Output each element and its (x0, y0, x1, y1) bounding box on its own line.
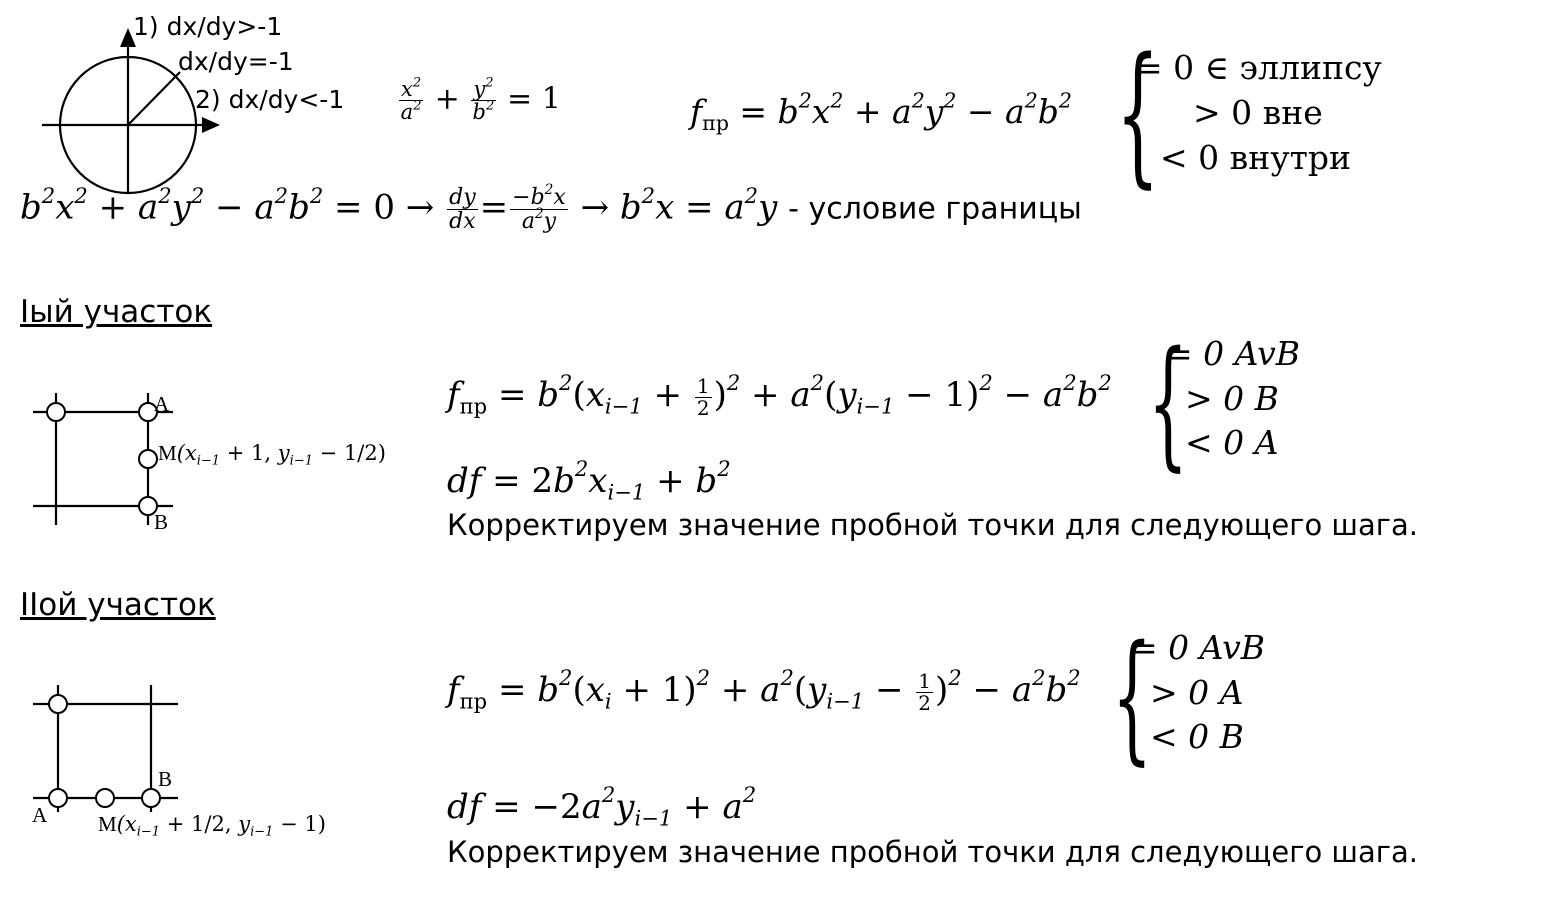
ellipse-equation: $\frac{x^2}{a^2}$ + $\frac{y^2}{b^2}$ = 1 (400, 75, 561, 125)
region-2-label: 2) dx/dy<-1 (195, 85, 345, 114)
section1-case-positive: > 0 B (1185, 379, 1279, 418)
midpoint-m (96, 789, 114, 807)
section2-case-negative: < 0 B (1150, 717, 1244, 756)
section2-case-positive: > 0 A (1150, 673, 1244, 712)
section1-cases-brace: { (1148, 322, 1189, 485)
arrow-1: → (405, 187, 435, 228)
point-a (49, 789, 67, 807)
fpr-definition: $f_{пр} = b^2x^2 + a^2y^2 - a^2b^2$ (690, 88, 1072, 136)
section1-df: df = $2b^2x_{i-1} + b^2$ (447, 456, 731, 505)
fpr-subscript: пр (702, 111, 729, 136)
section1-note: Корректируем значение пробной точки для следующего шага. (447, 508, 1418, 542)
boundary-equation: $b^2x^2 + a^2y^2 - a^2b^2 = 0$ → $\frac{dy}{dx}$ = $\frac{-b^2x}{a^2y}$ → $b^2x = a^2y$ - условие границы (20, 181, 1082, 235)
midpoint-m (139, 450, 157, 468)
boundary-slope-label: dx/dy=-1 (178, 47, 294, 76)
section1-case-negative: < 0 A (1185, 423, 1279, 462)
section1-fpr: $f_{пр} = b^2(x_{i-1}$ + $\frac{1}{2}$ )$^2 + a^2(y_{i-1} - 1)^2 - a^2b^2$ (447, 370, 1112, 420)
region-1-label: 1) dx/dy>-1 (133, 12, 283, 41)
section2-df: df = $-2a^2y_{i-1} + a^2$ (447, 782, 757, 831)
case-on-ellipse: = 0 ∈ эллипсу (1135, 48, 1382, 87)
section1-midpoint-label: $M(x_{i-1} + 1$, $y_{i-1} - 1/2$) (158, 441, 386, 469)
boundary-condition-text: - условие границы (788, 191, 1082, 227)
case-outside: > 0 вне (1193, 93, 1323, 132)
section1-label-a: A (154, 392, 170, 416)
fpr-symbol: f (690, 92, 703, 131)
section2-label-b: B (158, 767, 173, 791)
section2-midpoint-label: $M(x_{i-1} + 1/2$, $y_{i-1} - 1$) (98, 812, 326, 840)
arrow-2: → (580, 187, 610, 228)
section1-heading: Iый участок (20, 294, 213, 330)
ellipse-equation-rhs: = 1 (507, 81, 561, 117)
section2-note: Корректируем значение пробной точки для следующего шага. (447, 835, 1418, 869)
section2-grid-diagram (28, 680, 188, 820)
section2-label-a: A (32, 803, 48, 827)
section2-case-zero: = 0 AvB (1130, 628, 1266, 667)
section2-fpr: $f_{пр} = b^2(x_i + 1)^2 + a^2(y_{i-1}$ − $\frac{1}{2}$ )$^2 - a^2b^2$ (447, 665, 1081, 715)
section1-label-b: B (154, 510, 169, 534)
section2-cases-brace: { (1112, 616, 1153, 779)
cases-brace: { (1116, 25, 1160, 202)
section1-case-zero: = 0 AvB (1165, 334, 1301, 373)
section2-heading: IIой участок (20, 587, 216, 623)
case-inside: < 0 внутри (1160, 138, 1351, 177)
